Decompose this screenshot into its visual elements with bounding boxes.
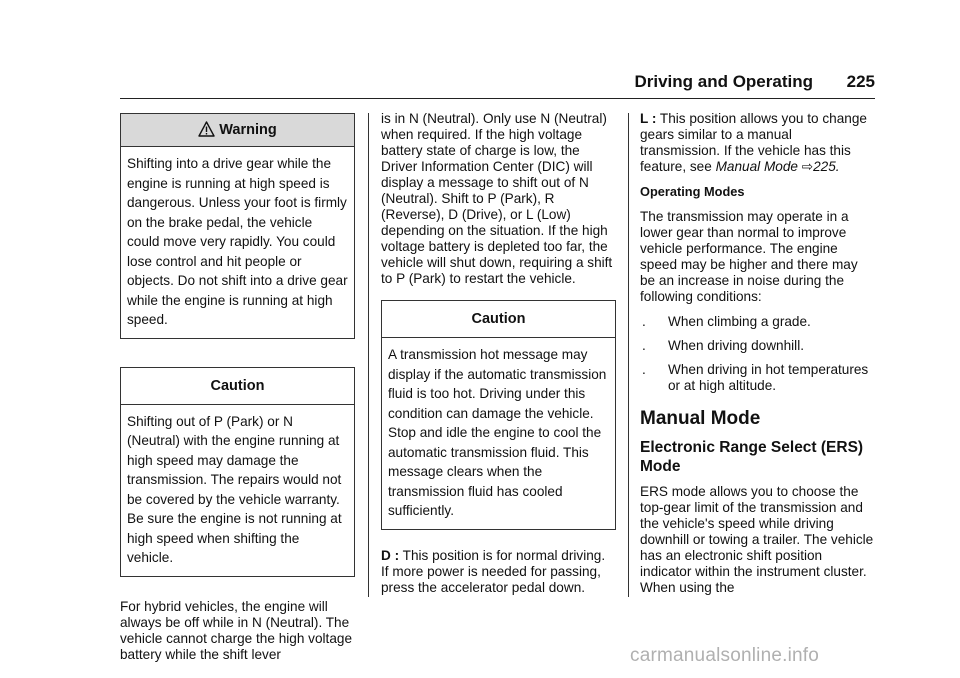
d-position-label: D : <box>381 547 400 563</box>
manual-mode-page-ref[interactable]: 225. <box>813 159 840 174</box>
hybrid-neutral-paragraph: For hybrid vehicles, the engine will always be off while in N (Neutral). The vehicle cannot charge the high voltage battery while the shift lever <box>120 598 353 662</box>
ers-mode-paragraph: ERS mode allows you to choose the top-gear limit of the transmission and the vehicle's speed while driving downhill or towing a trailer. The vehicle has an electronic shift position indicator within the instrument cluster. When using the <box>640 484 874 595</box>
neutral-continued-paragraph: is in N (Neutral). Only use N (Neutral) when required. If the high voltage battery state of charge is low, the Driver Information Center (DIC) will display a message to shift out of N (Neutral). Shift to P (Park), R (Reverse), D (Drive), or L (Low) depending on the situation. If the high voltage battery is depleted too far, the vehicle will shut down, requiring a shift to P (Park) to restart the vehicle. <box>381 111 613 286</box>
bullet-marker: . <box>642 362 646 377</box>
caution-box-2 <box>381 300 616 530</box>
page-ref-arrow-icon: ⇨ <box>801 159 814 174</box>
operating-modes-intro: The transmission may operate in a lower gear than normal to improve vehicle performance. The engine speed may be higher and there may be an increase in noise during the following conditions: <box>640 209 858 304</box>
l-position-text: This position allows you to change gears similar to a manual transmission. If the vehicle has this feature, see <box>640 111 867 174</box>
column-divider <box>368 113 369 597</box>
column-3 <box>640 111 875 596</box>
warning-box <box>120 113 355 339</box>
section-title: Driving and Operating <box>634 72 813 91</box>
page-header <box>120 72 875 99</box>
l-position-label: L : <box>640 111 657 126</box>
caution-box-2-header: Caution <box>382 301 615 338</box>
list-item-text: When driving in hot temperatures or at high altitude. <box>668 362 869 393</box>
d-position-paragraph <box>381 548 616 596</box>
list-item <box>640 314 875 330</box>
manual-mode-link[interactable]: Manual Mode <box>715 159 798 174</box>
list-item-text: When climbing a grade. <box>668 314 811 329</box>
caution-box-2-body: A transmission hot message may display if the automatic transmission fluid is too hot. Driving under this condition can damage the vehicle. Stop and idle the engine to cool the automatic transmission fluid. This message clears when the transmission fluid has cooled sufficiently. <box>388 347 607 518</box>
warning-title: Warning <box>219 122 277 138</box>
column-2 <box>381 111 616 596</box>
bullet-marker: . <box>642 314 646 329</box>
bullet-marker: . <box>642 338 646 353</box>
operating-modes-heading: Operating Modes <box>640 184 745 199</box>
caution-box-1-body: Shifting out of P (Park) or N (Neutral) with the engine running at high speed may damage the transmission. The repairs would not be covered by the vehicle warranty. Be sure the engine is not running at high speed when shifting the vehicle. <box>127 413 342 565</box>
caution-box-1-header: Caution <box>121 368 354 405</box>
list-item-text: When driving downhill. <box>668 338 805 353</box>
caution-box-1 <box>120 367 355 577</box>
l-position-paragraph <box>640 111 875 175</box>
list-item <box>640 338 875 354</box>
warning-box-header <box>121 114 354 147</box>
warning-body: Shifting into a drive gear while the engine is running at high speed is dangerous. Unless your foot is firmly on the brake pedal, the vehicle could move very rapidly. You could lose control and hit people or objects. Do not shift into a drive gear while the engine is running at high speed. <box>127 156 348 327</box>
watermark: carmanualsonline.info <box>630 645 820 666</box>
column-1 <box>120 113 355 663</box>
d-position-text: This position is for normal driving. If more power is needed for passing, press the accelerator pedal down. <box>381 547 606 595</box>
warning-triangle-icon <box>198 117 215 149</box>
column-divider <box>628 113 629 597</box>
manual-mode-heading: Manual Mode <box>640 408 761 429</box>
ers-mode-heading: Electronic Range Select (ERS) Mode <box>640 439 864 475</box>
page-number: 225 <box>846 72 875 91</box>
list-item <box>640 362 875 394</box>
